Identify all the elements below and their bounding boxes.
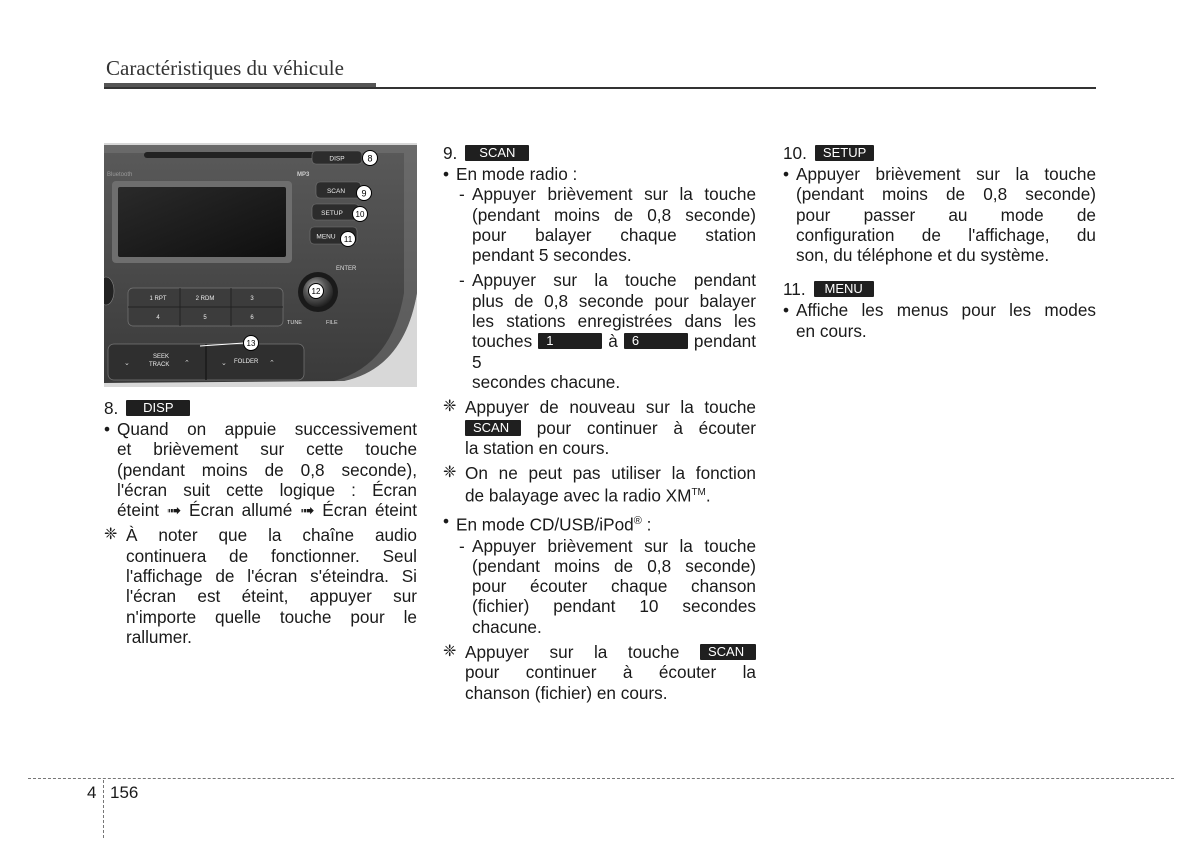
folder-up-icon: ⌃	[269, 359, 275, 367]
scan-key-inline: SCAN	[700, 644, 756, 660]
mp3-label: MP3	[297, 172, 310, 178]
footer-divider	[103, 780, 104, 838]
menu-bullet	[783, 300, 1096, 341]
column-1	[104, 397, 417, 647]
footer-rule	[28, 778, 1174, 779]
text-line: (pendant moins de 0,8 seconde),	[117, 459, 417, 480]
seek-down-icon: ⌄	[124, 359, 130, 367]
text-line: éteint ➟ Écran allumé ➟ Écran éteint	[117, 500, 417, 521]
text-line: Quand on appuie successivement	[117, 419, 417, 439]
text-line: en cours.	[796, 320, 867, 341]
preset-4-label: 4	[156, 315, 160, 321]
preset-2-label: 2 RDM	[195, 296, 215, 302]
dash-mark: -	[459, 184, 465, 205]
text-line: Appuyer de nouveau sur la touche	[465, 397, 756, 418]
scan-key-inline: SCAN	[465, 420, 521, 436]
text-line: pour continuer à écouter la	[465, 662, 756, 683]
text-line: son, du téléphone et du système.	[796, 245, 1050, 266]
text-line: pour passer au mode de	[796, 204, 1096, 225]
trademark-mark: TM	[691, 487, 706, 499]
text-line: Affiche les menus pour les modes	[796, 300, 1096, 321]
text-line: Appuyer brièvement sur la touche	[472, 184, 756, 205]
text-line: l'écran suit cette logique : Écran	[117, 479, 417, 500]
footer-section-number: 4	[87, 783, 97, 802]
text-line: On ne peut pas utiliser la fonction	[465, 463, 756, 484]
track-label: TRACK	[149, 362, 170, 368]
bullet-mark: •	[783, 300, 790, 321]
preset-1-label: 1 RPT	[149, 296, 167, 302]
text-line: Appuyer sur la touche pendant	[472, 270, 756, 291]
scan-note-3	[443, 642, 756, 703]
text-span: :	[641, 515, 652, 536]
text-span: Appuyer sur la touche	[465, 642, 680, 662]
note-mark: ❈	[443, 643, 457, 660]
text-line: secondes chacune.	[472, 371, 621, 392]
dash-mark: -	[459, 270, 465, 291]
text-line: chacune.	[472, 616, 542, 637]
item-10-heading	[783, 142, 1096, 164]
text-line: (fichier) pendant 10 secondes	[472, 596, 756, 617]
seek-label: SEEK	[153, 354, 170, 360]
radio-dash-1	[443, 184, 756, 265]
header-rule	[104, 87, 1096, 89]
note-mark: ❈	[443, 398, 457, 416]
page-header-title: Caractéristiques du véhicule	[106, 56, 344, 80]
preset-6-key: 6	[624, 333, 688, 349]
item-number: 10.	[783, 142, 807, 163]
item-9-heading	[443, 142, 756, 164]
item-11-heading	[783, 278, 1096, 300]
text-line: Appuyer brièvement sur la touche	[796, 164, 1096, 184]
bullet-mark: •	[443, 511, 450, 532]
touches-line	[472, 331, 756, 372]
column-2	[443, 142, 756, 703]
text-span: touches	[472, 331, 533, 352]
item-number: 8.	[104, 397, 119, 418]
disp-key: DISP	[126, 400, 190, 416]
text-line: (pendant moins de 0,8 seconde)	[472, 204, 756, 225]
callout-8-label: 8	[367, 153, 373, 164]
menu-key: MENU	[814, 281, 874, 297]
item-8-heading	[104, 397, 417, 419]
callout-10-label: 10	[355, 210, 365, 219]
text-line: rallumer.	[126, 626, 192, 647]
text-span: à	[608, 331, 618, 352]
radio-drawing	[104, 143, 417, 387]
scan-note-2	[443, 463, 756, 506]
disp-bullet	[104, 419, 417, 520]
text-line: pour écouter chaque chanson	[472, 576, 756, 597]
text-span: pendant 5	[472, 331, 757, 372]
note-mark: ❈	[443, 464, 457, 482]
text-line: À noter que la chaîne audio	[126, 525, 417, 546]
folder-label: FOLDER	[234, 359, 259, 365]
scan-key: SCAN	[465, 145, 529, 161]
callout-11-label: 11	[343, 235, 353, 244]
text-line: et brièvement sur cette touche	[117, 439, 417, 460]
text-line: chanson (fichier) en cours.	[465, 682, 668, 703]
text-line	[465, 418, 756, 438]
text-line: les stations enregistrées dans les	[472, 311, 756, 332]
text-line: l'écran est éteint, appuyer sur	[126, 586, 417, 607]
scan-button-label: SCAN	[326, 188, 346, 195]
footer-page-number: 156	[110, 783, 139, 802]
text-line: En mode radio :	[456, 164, 578, 184]
setup-bullet	[783, 164, 1096, 265]
text-line	[465, 483, 756, 506]
note-mark: ❈	[104, 526, 118, 544]
text-span: pour continuer à écouter	[536, 417, 756, 438]
dash-mark: -	[459, 535, 465, 556]
preset-3-label: 3	[250, 296, 254, 302]
preset-5-label: 5	[203, 315, 207, 321]
tune-label: TUNE	[287, 320, 302, 326]
text-line	[465, 642, 756, 662]
display-screen	[118, 187, 286, 257]
text-line: n'importe quelle touche pour le	[126, 606, 417, 627]
text-line: pour balayer chaque station	[472, 224, 756, 245]
callout-13-label: 13	[246, 339, 256, 348]
text-span: .	[705, 486, 711, 507]
text-line: plus de 0,8 seconde pour balayer	[472, 290, 756, 311]
scan-note-1	[443, 397, 756, 458]
text-line: la station en cours.	[465, 437, 610, 458]
text-line: (pendant moins de 0,8 seconde)	[472, 555, 756, 576]
text-line: Appuyer brièvement sur la touche	[472, 535, 756, 556]
setup-button-label: SETUP	[321, 210, 343, 217]
item-number: 9.	[443, 142, 458, 163]
bluetooth-label: Bluetooth	[107, 172, 133, 178]
item-number: 11.	[783, 279, 806, 300]
text-line: pendant 5 secondes.	[472, 245, 632, 266]
text-line	[456, 511, 756, 535]
callout-9-label: 9	[361, 188, 367, 199]
bullet-mark: •	[783, 164, 790, 184]
cd-mode-bullet	[443, 511, 756, 535]
text-span: de balayage avec la radio XM	[465, 486, 692, 507]
callout-12-label: 12	[311, 287, 321, 296]
column-3	[783, 142, 1096, 341]
radio-illustration	[104, 143, 417, 387]
file-label: FILE	[326, 320, 338, 326]
folder-down-icon: ⌄	[221, 359, 227, 367]
cd-dash	[443, 536, 756, 637]
text-span: En mode CD/USB/iPod	[456, 515, 634, 536]
text-line: (pendant moins de 0,8 seconde)	[796, 184, 1096, 205]
disp-note	[104, 525, 417, 647]
radio-mode-bullet	[443, 164, 756, 184]
preset-1-key: 1	[538, 333, 602, 349]
enter-label: ENTER	[336, 266, 357, 272]
bullet-mark: •	[443, 164, 450, 184]
text-line: configuration de l'affichage, du	[796, 224, 1096, 245]
disp-button-label: DISP	[329, 155, 345, 163]
registered-mark: ®	[633, 515, 642, 528]
seek-up-icon: ⌃	[184, 359, 190, 367]
preset-6-label: 6	[250, 315, 254, 321]
text-line: l'affichage de l'écran s'éteindra. Si	[126, 566, 417, 587]
menu-button-label: MENU	[316, 233, 336, 241]
text-line: continuera de fonctionner. Seul	[126, 545, 417, 566]
bullet-mark: •	[104, 419, 111, 439]
setup-key: SETUP	[815, 145, 874, 161]
radio-dash-2	[443, 270, 756, 392]
